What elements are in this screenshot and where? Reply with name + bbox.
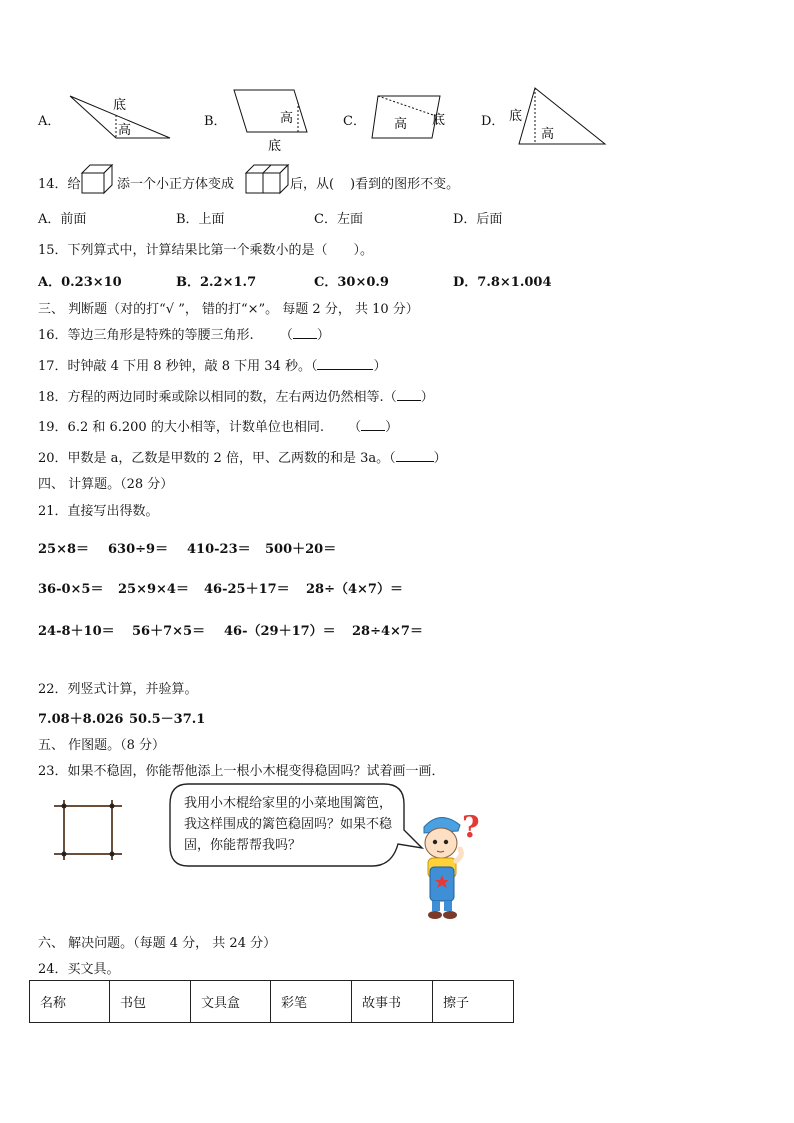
section-6-heading: 六、 解决问题。（每题 4 分， 共 24 分） — [38, 936, 277, 951]
option-b-parallelogram-figure — [232, 88, 312, 154]
table-header-eraser: 擦子 — [433, 981, 514, 1023]
q20-text: 20．甲数是 a，乙数是甲数的 2 倍，甲、乙两数的和是 3a。 — [38, 451, 390, 466]
calc-r2-c1: 36-0×5＝ — [38, 582, 104, 597]
calc-r1-c1: 25×8＝ — [38, 542, 90, 557]
option-c-base-label: 底 — [432, 113, 446, 128]
table-header-schoolbag: 书包 — [110, 981, 191, 1023]
q21-title: 21．直接写出得数。 — [38, 504, 159, 519]
option-d-base-label: 底 — [509, 109, 523, 124]
table-header-storybook: 故事书 — [352, 981, 433, 1023]
calc-r2-c3: 46-25＋17＝ — [204, 582, 290, 597]
q14-option-d[interactable]: D．后面 — [453, 212, 503, 227]
q14-prefix: 14．给 — [38, 177, 81, 192]
q24-title: 24．买文具。 — [38, 962, 120, 977]
option-a-label: A． — [38, 114, 61, 129]
q16-answer-blank[interactable] — [293, 326, 317, 339]
option-c-height-label: 高 — [394, 117, 408, 132]
q15-option-b[interactable]: B．2.2×1.7 — [176, 275, 257, 290]
q14-option-c[interactable]: C．左面 — [314, 212, 363, 227]
option-d-label: D． — [481, 114, 505, 129]
calc-r1-c3: 410-23＝ — [187, 542, 251, 557]
q19-answer-blank[interactable] — [361, 418, 385, 431]
option-b-height-label: 高 — [280, 111, 294, 126]
option-c-parallelogram-figure — [370, 94, 452, 140]
calc-r2-c4: 28÷（4×7）＝ — [306, 582, 403, 597]
calc-r3-c2: 56＋7×5＝ — [132, 624, 206, 639]
calc-r3-c4: 28÷4×7＝ — [352, 624, 423, 639]
speech-bubble-text: 我用小木棍给家里的小菜地围篱笆，我这样围成的篱笆稳固吗？如果不稳固，你能帮帮我吗？ — [184, 796, 393, 853]
q15-option-d[interactable]: D．7.8×1.004 — [453, 275, 552, 290]
single-cube-icon — [80, 163, 114, 195]
q17-answer-blank[interactable] — [317, 357, 373, 370]
section-4-heading: 四、 计算题。（28 分） — [38, 477, 174, 492]
table-header-pencil-case: 文具盒 — [191, 981, 271, 1023]
q15-option-c[interactable]: C．30×0.9 — [314, 275, 389, 290]
calc-r3-c3: 46-（29＋17）＝ — [224, 624, 336, 639]
calc-r2-c2: 25×9×4＝ — [118, 582, 189, 597]
q16: 16．等边三角形是特殊的等腰三角形. （ ） — [38, 328, 330, 343]
question-mark-icon: ? — [462, 810, 480, 845]
option-d-triangle-figure — [505, 86, 609, 146]
q15-option-a[interactable]: A．0.23×10 — [38, 275, 122, 290]
q22-item-2: 50.5－37.1 — [129, 712, 206, 727]
section-3-heading: 三、 判断题（对的打“√ ”， 错的打“×”。 每题 2 分， 共 10 分） — [38, 302, 419, 317]
q18-text: 18．方程的两边同时乘或除以相同的数，左右两边仍然相等. — [38, 390, 384, 405]
q14-suffix-b: )看到的图形不变。 — [350, 177, 460, 192]
calc-r1-c2: 630÷9＝ — [108, 542, 169, 557]
q14-option-b[interactable]: B．上面 — [176, 212, 225, 227]
q20: 20．甲数是 a，乙数是甲数的 2 倍，甲、乙两数的和是 3a。（ ） — [38, 451, 447, 466]
stationery-price-table — [29, 980, 514, 1023]
boy-character-illustration — [410, 805, 490, 923]
q20-answer-blank[interactable] — [396, 449, 434, 462]
q14-mid: 添一个小正方体变成 — [117, 177, 235, 192]
table-header-name: 名称 — [30, 981, 110, 1023]
q18: 18．方程的两边同时乘或除以相同的数，左右两边仍然相等.（ ） — [38, 390, 434, 405]
q14-option-a[interactable]: A．前面 — [38, 212, 87, 227]
option-b-base-label: 底 — [268, 139, 282, 154]
calc-r1-c4: 500＋20＝ — [265, 542, 337, 557]
table-row — [30, 981, 514, 1023]
calc-r3-c1: 24-8＋10＝ — [38, 624, 115, 639]
q17-text: 17．时钟敲 4 下用 8 秒钟，敲 8 下用 34 秒。 — [38, 359, 311, 374]
q19: 19．6.2 和 6.200 的大小相等，计数单位也相同. （ ） — [38, 420, 399, 435]
section-5-heading: 五、 作图题。（8 分） — [38, 738, 166, 753]
q22-item-1: 7.08＋8.026 — [38, 712, 124, 727]
square-fence-stick-figure — [50, 798, 126, 864]
table-header-color-pens: 彩笔 — [271, 981, 352, 1023]
option-a-height-label: 高 — [118, 123, 132, 138]
q15-text: 15．下列算式中，计算结果比第一个乘数小的是（ ）。 — [38, 243, 374, 258]
q17: 17．时钟敲 4 下用 8 秒钟，敲 8 下用 34 秒。（ ） — [38, 359, 387, 374]
q22-title: 22．列竖式计算，并验算。 — [38, 682, 198, 697]
option-b-label: B． — [204, 114, 227, 129]
two-cubes-icon — [244, 163, 290, 195]
q16-text: 16．等边三角形是特殊的等腰三角形. — [38, 328, 254, 343]
q18-answer-blank[interactable] — [397, 388, 421, 401]
option-d-height-label: 高 — [541, 127, 555, 142]
q14-suffix-a: 后，从( — [290, 177, 335, 192]
option-a-base-label: 底 — [113, 98, 127, 113]
option-a-triangle-figure — [66, 94, 176, 142]
q23-title: 23．如果不稳固，你能帮他添上一根小木棍变得稳固吗？试着画一画． — [38, 764, 445, 779]
option-c-label: C． — [343, 114, 366, 129]
q19-text: 19．6.2 和 6.200 的大小相等，计数单位也相同. — [38, 420, 324, 435]
